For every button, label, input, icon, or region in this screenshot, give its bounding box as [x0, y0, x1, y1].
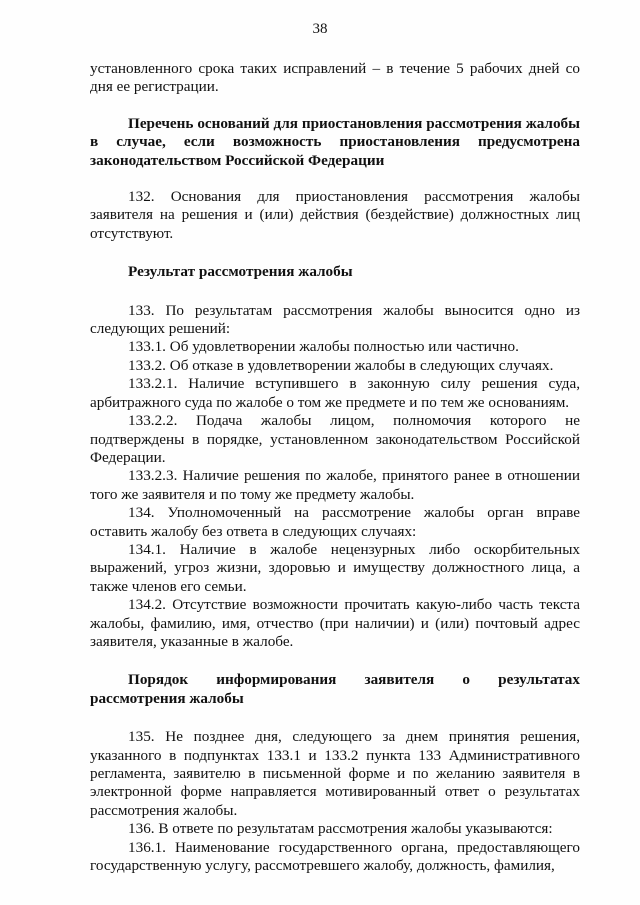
paragraph-133-1: 133.1. Об удовлетворении жалобы полностью или частично.: [128, 338, 519, 356]
paragraph-134: 134. Уполномоченный на рассмотрение жалобы орган вправе оставить жалобу без ответа в следующих случаях:: [90, 504, 580, 540]
heading-complaint-result: Результат рассмотрения жалобы: [128, 263, 353, 281]
paragraph-135: 135. Не позднее дня, следующего за днем принятия решения, указанного в подпунктах 133.1 и 133.2 пункта 133 Административного регламента, заявителю в письменной форме и по желанию заявителя в электронной форме направляется мотивированный ответ о результатах рассмотрения жалобы.: [90, 728, 580, 819]
heading-informing-order: Порядок информирования заявителя о результатах рассмотрения жалобы: [90, 671, 580, 707]
paragraph-134-2: 134.2. Отсутствие возможности прочитать какую-либо часть текста жалобы, фамилию, имя, отчество (при наличии) и (или) почтовый адрес заявителя, указанные в жалобе.: [90, 596, 580, 650]
paragraph-136-1: 136.1. Наименование государственного органа, предоставляющего государственную услугу, рассмотревшего жалобу, должность, фамилия,: [90, 838, 580, 875]
page-number: 38: [312, 21, 328, 37]
paragraph-133-2-2: 133.2.2. Подача жалобы лицом, полномочия которого не подтверждены в порядке, установленном законодательством Российской Федерации.: [90, 412, 580, 466]
paragraph-136: 136. В ответе по результатам рассмотрения жалобы указываются:: [128, 820, 553, 838]
paragraph-134-1: 134.1. Наличие в жалобе нецензурных либо оскорбительных выражений, угроз жизни, здоровью и имуществу должностного лица, а также членов его семьи.: [90, 540, 580, 595]
paragraph-133-2-3: 133.2.3. Наличие решения по жалобе, принятого ранее в отношении того же заявителя и по тому же предмету жалобы.: [90, 467, 580, 503]
paragraph-intro: установленного срока таких исправлений – в течение 5 рабочих дней со дня ее регистрации.: [90, 60, 580, 96]
paragraph-133-2: 133.2. Об отказе в удовлетворении жалобы в следующих случаях.: [128, 356, 554, 374]
paragraph-133: 133. По результатам рассмотрения жалобы выносится одно из следующих решений:: [90, 301, 580, 338]
paragraph-133-2-1: 133.2.1. Наличие вступившего в законную силу решения суда, арбитражного суда по жалобе о том же предмете и по тем же основаниям.: [90, 375, 580, 411]
paragraph-132: 132. Основания для приостановления рассмотрения жалобы заявителя на решения и (или) действия (бездействие) должностных лиц отсутствуют.: [90, 188, 580, 242]
heading-suspension-grounds: Перечень оснований для приостановления рассмотрения жалобы в случае, если возможность приостановления предусмотрена законодательством Российской Федерации: [90, 114, 580, 169]
document-body: [90, 60, 580, 875]
